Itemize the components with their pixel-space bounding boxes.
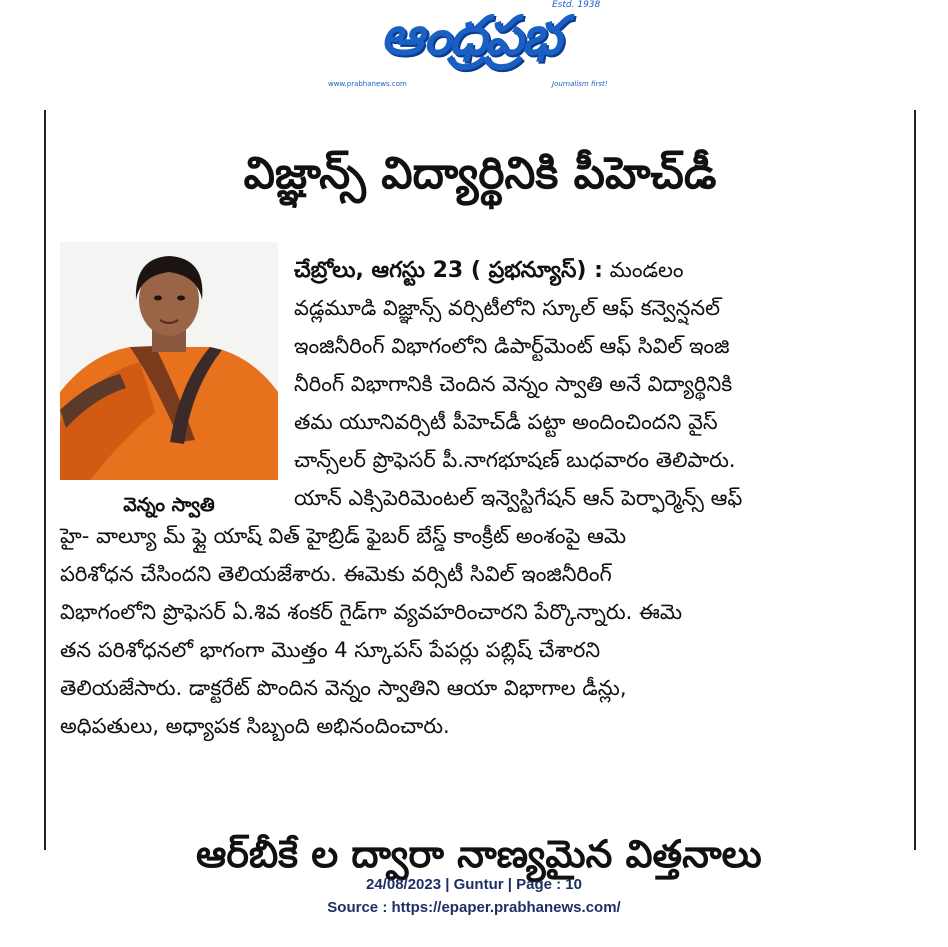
woman-portrait-icon: [60, 242, 278, 480]
clipping-meta: 24/08/2023 | Guntur | Page : 10: [366, 876, 582, 893]
article-line: పరిశోధన చేసిందని తెలియజేశారు. ఈమెకు వర్సిటీ సివిల్ ఇంజినీరింగ్: [60, 562, 612, 586]
photo-caption: వెన్నం స్వాతి: [123, 494, 215, 516]
website-url: www.prabhanews.com: [328, 80, 407, 88]
article-line: ఇంజినీరింగ్ విభాగంలోని డిపార్ట్‌మెంట్ ఆఫ్ సివిల్ ఇంజి: [294, 334, 730, 358]
article-line: [294, 258, 906, 288]
established-label: Estd. 1938: [552, 0, 601, 10]
article-line: తన పరిశోధనలో భాగంగా మొత్తం 4 స్కూపస్ పేపర్లు పబ్లిష్ చేశారని: [60, 638, 601, 662]
article-line: వడ్లమూడి విజ్ఞాన్స్ వర్సిటీలోని స్కూల్ ఆఫ్ కన్వెన్షనల్: [294, 296, 721, 320]
dateline: చేబ్రోలు, ఆగస్టు 23 ( ప్రభన్యూస్) :: [294, 258, 603, 283]
article-line: చాన్స్‌లర్ ప్రొఫెసర్ పీ.నాగభూషణ్ బుధవారం తెలిపారు.: [294, 448, 736, 472]
article-line: అధిపతులు, అధ్యాపక సిబ్బంది అభినందించారు.: [60, 714, 450, 738]
article-line: విభాగంలోని ప్రొఫెసర్ ఏ.శివ శంకర్ గైడ్‌గా వ్యవహరించారని పేర్కొన్నారు. ఈమె: [60, 600, 683, 624]
portrait-photo: [60, 242, 278, 480]
article-line-text: మండలం: [609, 258, 684, 282]
news-clipping: [44, 110, 916, 876]
article-line: తెలియజేసారు. డాక్టరేట్ పొందిన వెన్నం స్వాతిని ఆయా విభాగాల డీన్లు,: [60, 676, 627, 700]
source-line: Source : https://epaper.prabhanews.com/: [327, 899, 621, 916]
article-line: యాన్ ఎక్సిపెరిమెంటల్ ఇన్వెస్టిగేషన్ ఆన్ పెర్ఫార్మెన్స్ ఆఫ్: [294, 486, 743, 510]
article-headline: విజ్ఞాన్స్ విద్యార్థినికి పీహెచ్‌డీ: [243, 148, 717, 199]
masthead: [300, 0, 648, 100]
article-line: హై- వాల్యూ మ్ ఫ్లై యాష్ విత్ హైబ్రిడ్ ఫైబర్ బేస్డ్ కాంక్రీట్ అంశంపై ఆమె: [60, 524, 627, 548]
article-line: నీరింగ్ విభాగానికి చెందిన వెన్నం స్వాతి అనే విద్యార్థినికి: [294, 372, 733, 396]
newspaper-logo: ఆంధ్రప్రభ: [380, 4, 560, 67]
next-article-headline-cut: [196, 832, 776, 876]
article-line: తమ యూనివర్సిటీ పీహెచ్‌డీ పట్టా అందించిందని వైస్: [294, 410, 718, 434]
tagline: Journalism first!: [552, 80, 608, 88]
next-article-headline: ఆర్‌బీకే ల ద్వారా నాణ్యమైన విత్తనాలు: [196, 832, 762, 876]
